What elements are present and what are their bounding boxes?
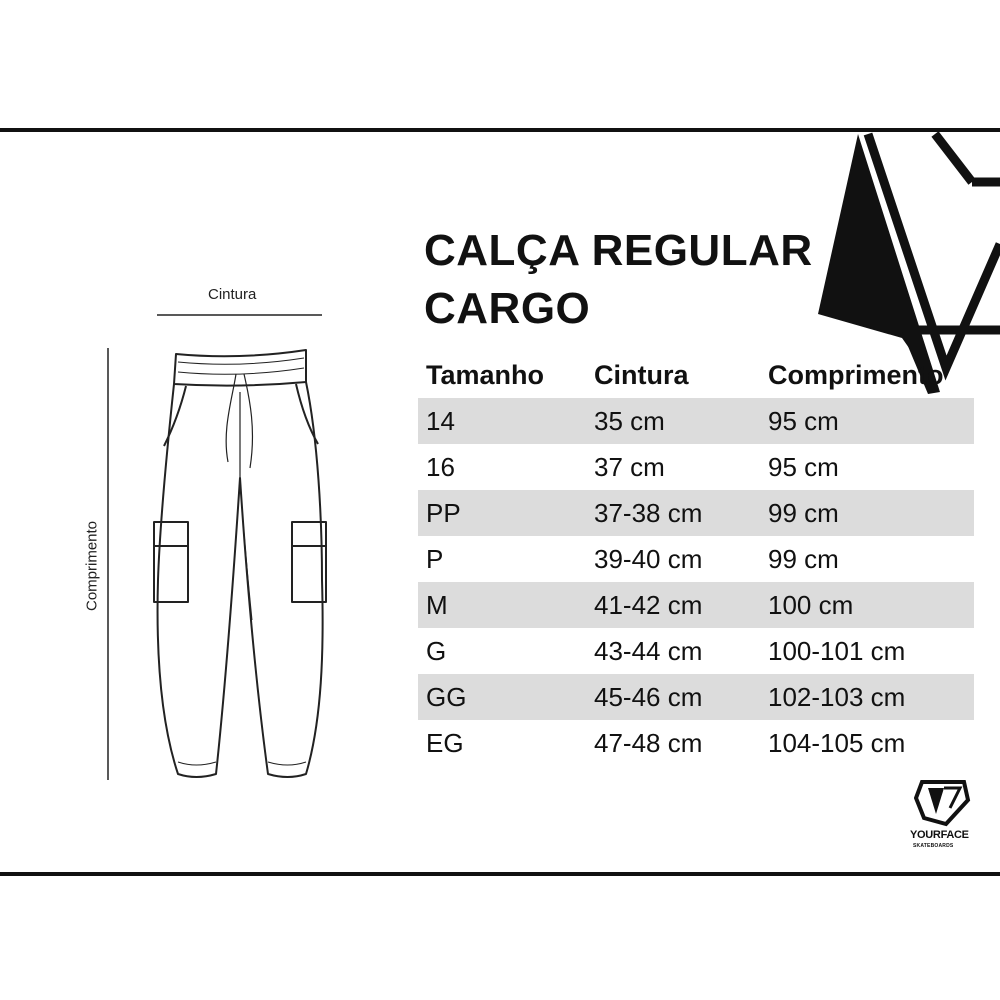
size-cell: EG — [426, 727, 464, 758]
waist-cell: 35 cm — [586, 398, 760, 444]
length-cell: 102-103 cm — [760, 674, 974, 720]
size-cell: M — [418, 582, 586, 628]
table-row — [418, 444, 974, 490]
table-row — [418, 628, 974, 674]
waist-cell: 43-44 cm — [594, 635, 703, 666]
length-cell: 104-105 cm — [768, 727, 906, 758]
length-cell: 100-101 cm — [768, 635, 906, 666]
length-label: Comprimento — [83, 520, 101, 612]
size-cell: PP — [418, 490, 586, 536]
logo-icon — [914, 778, 974, 828]
waist-cell: 45-46 cm — [586, 674, 760, 720]
size-table — [418, 352, 974, 766]
pants-outline — [154, 350, 326, 777]
title-line-2: CARGO — [424, 284, 591, 333]
size-cell: G — [426, 635, 447, 666]
table-row — [418, 582, 974, 628]
table-row — [418, 536, 974, 582]
size-cell: P — [426, 543, 444, 574]
waist-cell: 39-40 cm — [594, 543, 703, 574]
header-length: Comprimento — [768, 359, 944, 390]
size-cell: 14 — [418, 398, 586, 444]
length-cell: 100 cm — [760, 582, 974, 628]
table-header-row — [418, 352, 974, 398]
length-cell: 95 cm — [768, 451, 839, 482]
table-row — [418, 398, 974, 444]
size-cell: 16 — [426, 451, 455, 482]
logo-tagline: SKATEBOARDS — [913, 843, 954, 849]
length-cell: 95 cm — [760, 398, 974, 444]
length-cell: 99 cm — [768, 543, 839, 574]
table-row — [418, 674, 974, 720]
waist-cell: 37-38 cm — [586, 490, 760, 536]
header-size: Tamanho — [426, 359, 545, 390]
logo-name: YOURFACE — [910, 829, 969, 841]
waist-cell: 41-42 cm — [586, 582, 760, 628]
waist-cell: 37 cm — [594, 451, 665, 482]
title-line-1: CALÇA REGULAR — [424, 226, 813, 275]
table-row — [418, 720, 974, 766]
waist-label: Cintura — [208, 286, 257, 303]
table-row — [418, 490, 974, 536]
size-cell: GG — [418, 674, 586, 720]
header-waist: Cintura — [594, 359, 689, 390]
length-cell: 99 cm — [760, 490, 974, 536]
waist-cell: 47-48 cm — [594, 727, 703, 758]
